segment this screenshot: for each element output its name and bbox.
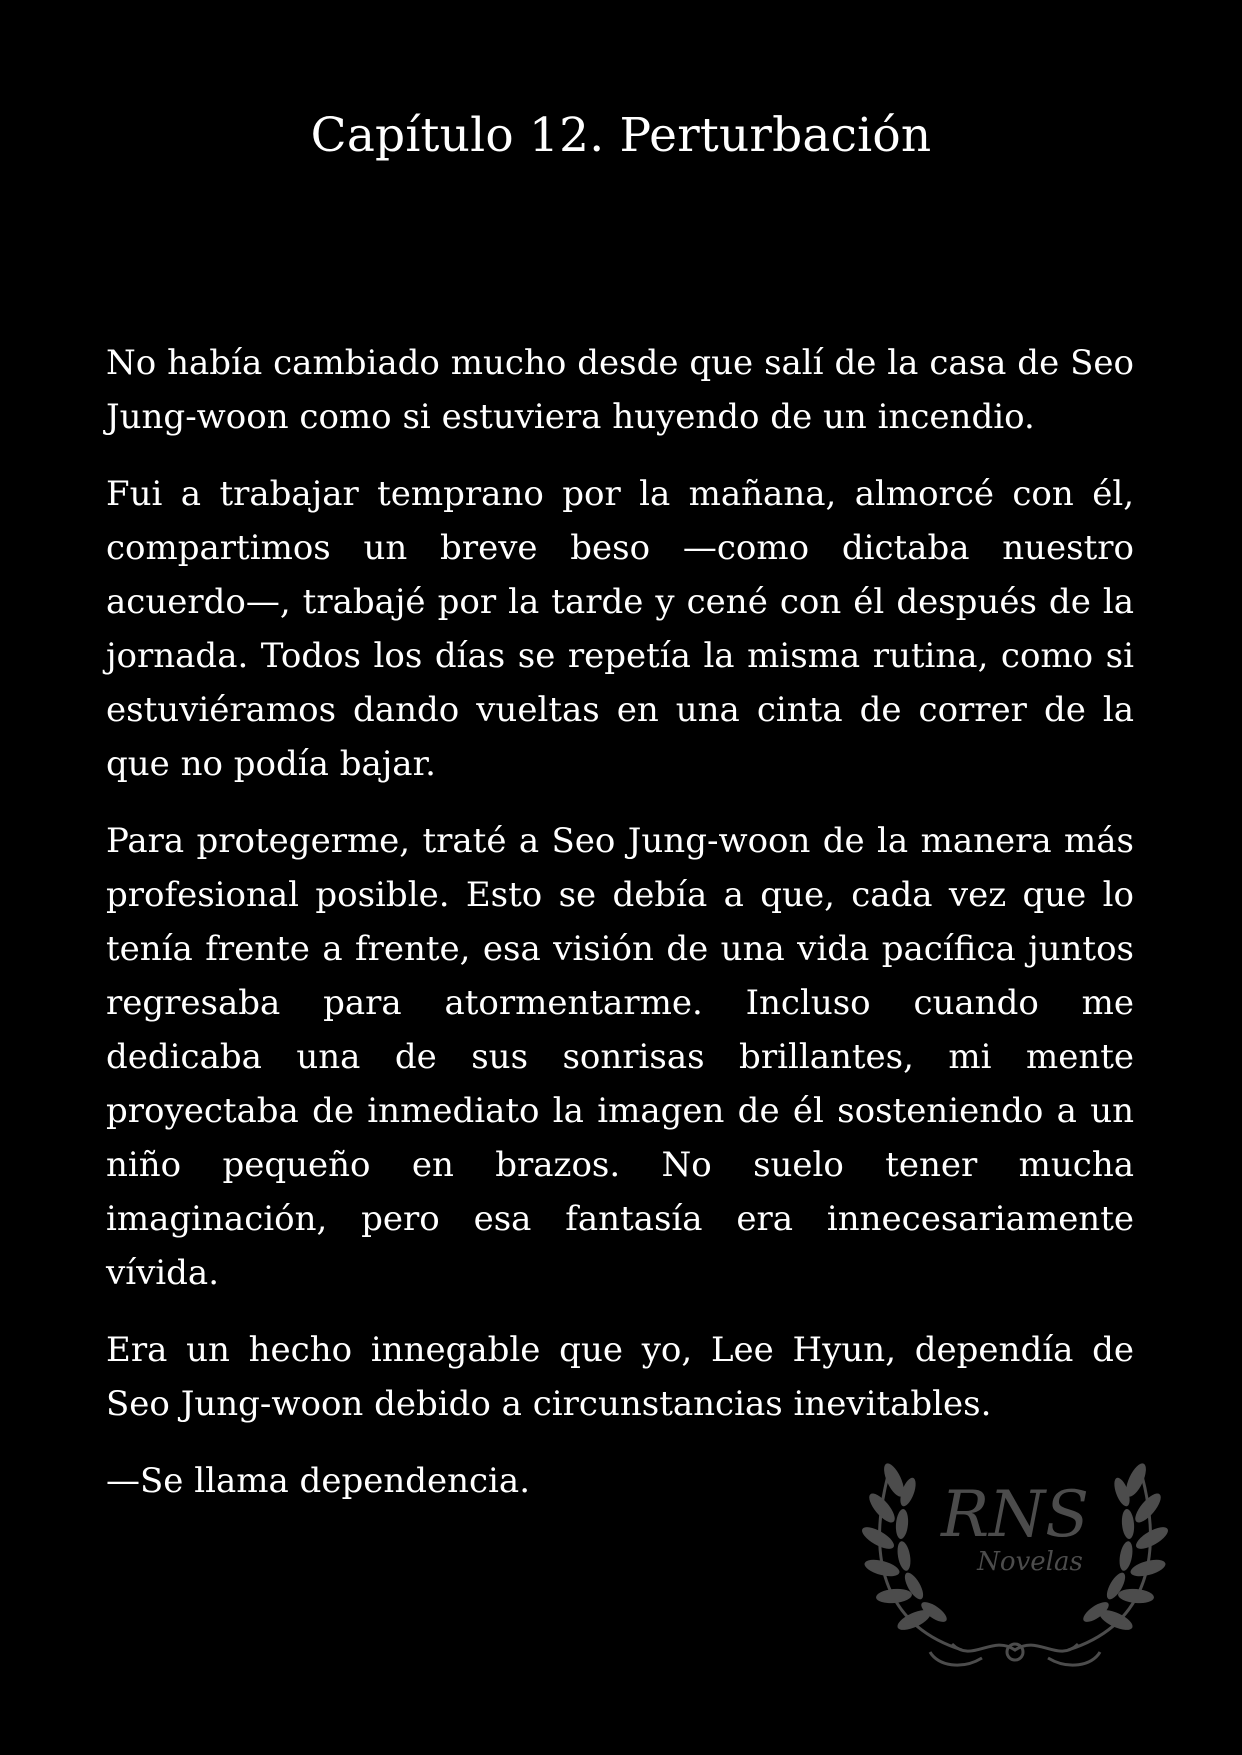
paragraph-1: No había cambiado mucho desde que salí de la casa de Seo Jung-woon como si estuviera huyendo de un incendio.: [106, 343, 1134, 437]
laurel-wreath-icon: [842, 1428, 1188, 1672]
paragraph-5: —Se llama dependencia.: [106, 1461, 531, 1501]
chapter-body: [106, 336, 1134, 1531]
watermark-logo: [842, 1428, 1188, 1672]
paragraph-3: Para protegerme, traté a Seo Jung-woon de la manera más profesional posible. Esto se debía a que, cada vez que lo tenía frente a frente, esa visión de una vida pacífica juntos regresaba para atormentarme. Incluso cuando me dedicaba una de sus sonrisas brillantes, mi mente proyectaba de inmediato la imagen de él sosteniendo a un niño pequeño en brazos. No suelo tener mucha imaginación, pero esa fantasía era innecesariamente vívida.: [106, 821, 1134, 1293]
watermark-main-text: RNS: [940, 1478, 1090, 1552]
paragraph-2: Fui a trabajar temprano por la mañana, almorcé con él, compartimos un breve beso —como dictaba nuestro acuerdo—, trabajé por la tarde y cené con él después de la jornada. Todos los días se repetía la misma rutina, como si estuviéramos dando vueltas en una cinta de correr de la que no podía bajar.: [106, 474, 1134, 784]
watermark-sub-text: Novelas: [977, 1547, 1083, 1577]
chapter-title: Capítulo 12. Perturbación: [310, 108, 932, 163]
paragraph-4: Era un hecho innegable que yo, Lee Hyun, dependía de Seo Jung-woon debido a circunstancias inevitables.: [106, 1330, 1134, 1424]
